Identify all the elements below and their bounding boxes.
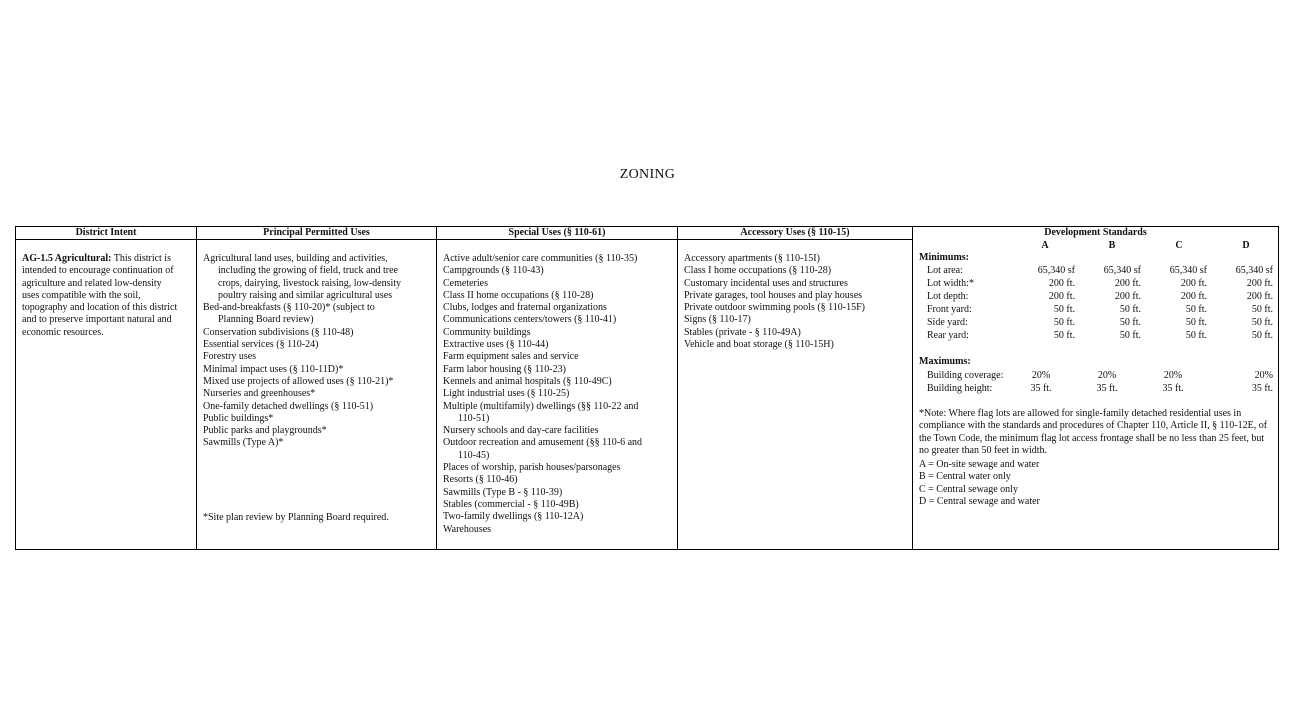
intent-text: agriculture and related low-density <box>22 277 162 289</box>
column-development-standards <box>913 227 1278 549</box>
column-accessory-uses <box>678 227 913 549</box>
permitted-footnote: *Site plan review by Planning Board required. <box>203 512 389 523</box>
list-item: Private garages, tool houses and play houses <box>684 289 863 301</box>
list-item: Public parks and playgrounds* <box>203 425 327 437</box>
cell-a: 50 ft. <box>1053 317 1075 328</box>
list-item: Bed-and-breakfasts (§ 110-20)* (subject to Planning Board review) <box>203 302 375 326</box>
list-item: Mixed use projects of allowed uses (§ 110-21)* <box>203 375 394 387</box>
standards-col-b: B <box>1108 240 1116 251</box>
cell-a: 20% <box>1031 370 1051 381</box>
zoning-table <box>15 226 1279 550</box>
cell-d: 200 ft. <box>1246 278 1273 289</box>
list-item: Outdoor recreation and amusement (§§ 110-6 and 110-45) <box>443 437 643 461</box>
list-item: Sawmills (Type A)* <box>203 437 284 449</box>
list-item: Customary incidental uses and structures <box>684 277 848 289</box>
cell-c: 50 ft. <box>1185 304 1207 315</box>
list-item: Vehicle and boat storage (§ 110-15H) <box>684 339 834 351</box>
intent-text: uses compatible with the soil, <box>22 289 141 301</box>
cell-a: 50 ft. <box>1053 304 1075 315</box>
cell-c: 200 ft. <box>1180 278 1207 289</box>
list-item: Accessory apartments (§ 110-15I) <box>684 253 820 264</box>
cell-d: 200 ft. <box>1246 291 1273 302</box>
cell-a: 65,340 sf <box>1037 265 1075 276</box>
cell-c: 65,340 sf <box>1169 265 1207 276</box>
page-title: ZONING <box>619 167 676 182</box>
standards-col-d: D <box>1242 240 1250 251</box>
row-label: Building height: <box>927 383 993 394</box>
key-line: D = Central sewage and water <box>919 496 1040 507</box>
key-line: C = Central sewage only <box>919 484 1018 495</box>
list-item: Cemeteries <box>443 277 488 289</box>
list-item: Two-family dwellings (§ 110-12A) <box>443 511 584 523</box>
list-item: Class II home occupations (§ 110-28) <box>443 289 594 301</box>
cell-d: 35 ft. <box>1251 383 1273 394</box>
list-item: Kennels and animal hospitals (§ 110-49C) <box>443 375 612 387</box>
standards-row <box>913 370 1278 382</box>
list-item: Class I home occupations (§ 110-28) <box>684 265 832 277</box>
cell-b: 200 ft. <box>1114 278 1141 289</box>
list-item: Resorts (§ 110-46) <box>443 474 518 486</box>
list-item: Public buildings* <box>203 412 274 424</box>
maximums-label: Maximums: <box>919 356 971 367</box>
cell-b: 50 ft. <box>1119 304 1141 315</box>
row-label: Building coverage: <box>927 370 1004 381</box>
cell-d: 65,340 sf <box>1235 265 1273 276</box>
cell-b: 35 ft. <box>1096 383 1118 394</box>
cell-c: 35 ft. <box>1162 383 1184 394</box>
row-label: Lot depth: <box>927 291 969 302</box>
permitted-uses-list <box>197 240 436 450</box>
cell-a: 200 ft. <box>1048 291 1075 302</box>
standards-row <box>913 291 1278 303</box>
key-line: A = On-site sewage and water <box>919 459 1040 470</box>
cell-b: 20% <box>1097 370 1117 381</box>
list-item: Communications centers/towers (§ 110-41) <box>443 314 617 326</box>
special-uses-list <box>437 240 677 536</box>
cell-c: 200 ft. <box>1180 291 1207 302</box>
header-accessory-uses: Accessory Uses (§ 110-15) <box>678 227 912 240</box>
cell-c: 50 ft. <box>1185 330 1207 341</box>
cell-b: 200 ft. <box>1114 291 1141 302</box>
row-label: Side yard: <box>927 317 968 328</box>
intent-text: This district is <box>111 253 171 264</box>
list-item: Community buildings <box>443 326 531 338</box>
flag-lot-note: *Note: Where flag lots are allowed for single-family detached residential uses in compliance with the standards and procedures of Chapter 110, Article II, § 110-12E, of the Town Code, the minimum flag lot access frontage shall be no less than 25 feet, but no greater than 50 feet in width. <box>919 408 1268 457</box>
cell-a: 200 ft. <box>1048 278 1075 289</box>
header-district-intent: District Intent <box>16 227 196 240</box>
intent-text: economic resources. <box>22 326 104 338</box>
cell-c: 50 ft. <box>1185 317 1207 328</box>
standards-row <box>913 278 1278 290</box>
cell-d: 20% <box>1254 370 1273 381</box>
header-development-standards: Development Standards <box>1044 227 1147 238</box>
cell-d: 50 ft. <box>1251 330 1273 341</box>
list-item: Farm labor housing (§ 110-23) <box>443 363 566 375</box>
list-item: Conservation subdivisions (§ 110-48) <box>203 326 354 338</box>
list-item: Places of worship, parish houses/parsonages <box>443 462 621 474</box>
list-item: One-family detached dwellings (§ 110-51) <box>203 400 374 412</box>
header-special-uses: Special Uses (§ 110-61) <box>437 227 677 240</box>
cell-a: 50 ft. <box>1053 330 1075 341</box>
intent-text: topography and location of this district <box>22 302 178 314</box>
accessory-uses-list <box>678 240 912 351</box>
standards-row <box>913 330 1278 342</box>
intent-text: and to preserve important natural and <box>22 314 172 326</box>
list-item: Campgrounds (§ 110-43) <box>443 265 544 277</box>
cell-d: 50 ft. <box>1251 317 1273 328</box>
column-permitted-uses <box>197 227 437 549</box>
list-item: Essential services (§ 110-24) <box>203 339 319 351</box>
standards-row <box>913 317 1278 329</box>
cell-c: 20% <box>1163 370 1183 381</box>
standards-col-a: A <box>1041 240 1049 251</box>
row-label: Lot area: <box>927 265 963 276</box>
intent-heading: AG-1.5 Agricultural: <box>22 253 112 264</box>
row-label: Rear yard: <box>927 330 969 341</box>
list-item: Farm equipment sales and service <box>443 351 579 363</box>
cell-b: 65,340 sf <box>1103 265 1141 276</box>
column-special-uses <box>437 227 678 549</box>
row-label: Lot width:* <box>927 278 974 289</box>
list-item: Clubs, lodges and fraternal organizations <box>443 302 607 314</box>
list-item: Signs (§ 110-17) <box>684 314 751 326</box>
intent-text: intended to encourage continuation of <box>22 265 174 277</box>
list-item: Nursery schools and day-care facilities <box>443 425 599 437</box>
list-item: Agricultural land uses, building and activities, including the growing of field, truck and tree crops, dairying, livestock raising, low-density poultry raising and similar agricultural uses <box>203 253 402 301</box>
list-item: Active adult/senior care communities (§ 110-35) <box>443 253 638 264</box>
standards-column-headers <box>913 240 1278 252</box>
list-item: Multiple (multifamily) dwellings (§§ 110-22 and 110-51) <box>443 400 639 424</box>
standards-row <box>913 265 1278 277</box>
list-item: Stables (private - § 110-49A) <box>684 326 801 338</box>
cell-a: 35 ft. <box>1030 383 1052 394</box>
key-line: B = Central water only <box>919 471 1011 482</box>
list-item: Minimal impact uses (§ 110-11D)* <box>203 363 344 375</box>
standards-row <box>913 304 1278 316</box>
list-item: Sawmills (Type B - § 110-39) <box>443 486 563 498</box>
cell-d: 50 ft. <box>1251 304 1273 315</box>
list-item: Extractive uses (§ 110-44) <box>443 339 549 351</box>
standards-col-c: C <box>1175 240 1183 251</box>
list-item: Private outdoor swimming pools (§ 110-15F) <box>684 302 866 314</box>
standards-row <box>913 383 1278 395</box>
cell-b: 50 ft. <box>1119 317 1141 328</box>
list-item: Nurseries and greenhouses* <box>203 388 316 400</box>
cell-b: 50 ft. <box>1119 330 1141 341</box>
intent-body <box>16 240 196 339</box>
list-item: Forestry uses <box>203 351 257 363</box>
list-item: Stables (commercial - § 110-49B) <box>443 498 579 510</box>
row-label: Front yard: <box>927 304 972 315</box>
header-permitted-uses: Principal Permitted Uses <box>197 227 436 240</box>
minimums-label: Minimums: <box>919 252 969 263</box>
list-item: Light industrial uses (§ 110-25) <box>443 388 570 400</box>
column-district-intent <box>16 227 197 549</box>
list-item: Warehouses <box>443 523 492 535</box>
